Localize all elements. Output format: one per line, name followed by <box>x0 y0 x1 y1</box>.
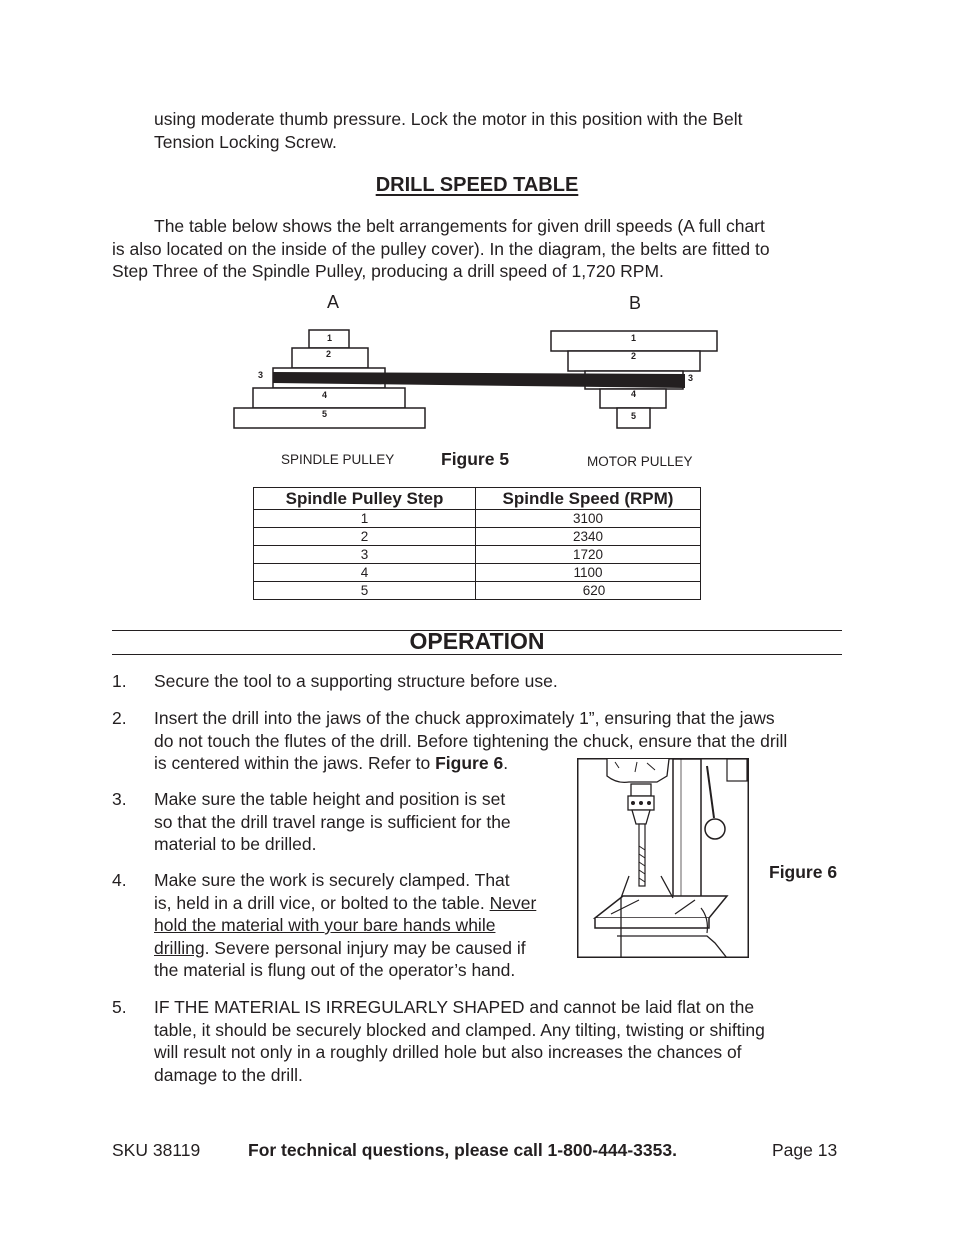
para-line: Step Three of the Spindle Pulley, producing a drill speed of 1,720 RPM. <box>112 261 664 281</box>
item-line: Insert the drill into the jaws of the chuck approximately 1”, ensuring that the jaws <box>154 708 775 728</box>
pulley-diagram-svg <box>225 290 725 475</box>
motor-step-label: 3 <box>688 373 694 383</box>
item-line: so that the drill travel range is sufficient for the <box>154 811 511 832</box>
item-line: table, it should be securely blocked and clamped. Any tilting, twisting or shifting <box>154 1019 765 1040</box>
intro-line: Tension Locking Screw. <box>154 131 337 152</box>
table-cell: 2 <box>254 528 476 546</box>
spindle-step-label: 1 <box>327 333 333 343</box>
item-line: material to be drilled. <box>154 834 317 854</box>
table-row <box>254 582 701 600</box>
item-line: Secure the tool to a supporting structure before use. <box>154 671 558 691</box>
list-number: 2. <box>112 708 127 728</box>
item-line: the material is flung out of the operator’s hand. <box>154 960 516 980</box>
list-number: 1. <box>112 671 127 691</box>
spindle-speed-table <box>253 487 701 600</box>
table-cell: 1 <box>254 510 476 528</box>
list-item <box>154 869 574 982</box>
motor-pulley-caption: MOTOR PULLEY <box>587 454 693 469</box>
drill-head <box>607 759 669 782</box>
motor-step-label: 4 <box>631 389 637 399</box>
warning-underlined: Never <box>489 892 537 913</box>
table-cell: 4 <box>254 564 476 582</box>
spindle-pulley-caption: SPINDLE PULLEY <box>281 452 395 467</box>
list-number: 3. <box>112 789 127 809</box>
drill-column <box>673 759 701 909</box>
label-b: B <box>629 293 642 313</box>
spindle-step-label: 4 <box>322 390 328 400</box>
item-line: drilling. Severe personal injury may be caused if <box>154 937 526 958</box>
table-row <box>254 564 701 582</box>
motor-step-label: 2 <box>631 351 637 361</box>
table-header: Spindle Pulley Step <box>254 488 476 510</box>
drill-speed-title: DRILL SPEED TABLE <box>375 174 579 196</box>
motor-step-label: 5 <box>631 411 637 421</box>
list-item <box>154 996 844 1086</box>
table-cell: 2340 <box>476 528 701 546</box>
item-line: Make sure the table height and position is set <box>154 789 506 809</box>
table-row <box>254 510 701 528</box>
para-line: The table below shows the belt arrangements for given drill speeds (A full chart <box>154 216 765 236</box>
footer-page-number: Page 13 <box>772 1140 838 1160</box>
list-item <box>154 788 564 856</box>
table-cell: 3 <box>254 546 476 564</box>
handle-knob <box>705 819 725 839</box>
item-line: is centered within the jaws. Refer to Figure 6. <box>154 753 509 773</box>
figure-6-caption: Figure 6 <box>769 862 838 882</box>
figure-5-caption: Figure 5 <box>441 449 510 469</box>
spindle-step-label: 5 <box>322 409 328 419</box>
intro-paragraph <box>154 108 834 153</box>
table-header: Spindle Speed (RPM) <box>476 488 701 510</box>
footer-tech-support: For technical questions, please call 1-800-444-3353. <box>248 1140 677 1160</box>
drill-speed-paragraph <box>112 215 834 283</box>
table-cell: 1720 <box>476 546 701 564</box>
item-line: will result not only in a roughly drilled hole but also increases the chances of <box>154 1042 742 1062</box>
list-number: 5. <box>112 997 127 1017</box>
chuck-top <box>631 784 651 796</box>
para-line: is also located on the inside of the pulley cover). In the diagram, the belts are fitted to <box>112 238 770 259</box>
table-header-row <box>254 488 701 510</box>
operation-title: OPERATION <box>409 628 545 654</box>
item-line: Make sure the work is securely clamped. That <box>154 870 510 890</box>
figure-6-drill-press <box>577 758 749 958</box>
list-item <box>154 670 844 693</box>
table-cell: 3100 <box>476 510 701 528</box>
warning-underlined: drilling <box>154 937 205 958</box>
table-cell: 1100 <box>476 564 701 582</box>
spindle-step-5 <box>234 408 425 428</box>
figure-5-pulley-diagram <box>225 290 725 475</box>
label-a: A <box>327 292 340 312</box>
item-line: damage to the drill. <box>154 1064 303 1085</box>
drill-press-svg <box>577 758 749 958</box>
item-line: is, held in a drill vice, or bolted to the table. Never <box>154 892 537 913</box>
spindle-step-4 <box>253 388 405 408</box>
table-cell: 5 <box>254 582 476 600</box>
figure-6-reference: Figure 6 <box>435 753 504 773</box>
footer-sku: SKU 38119 <box>112 1140 201 1160</box>
list-number: 4. <box>112 870 127 890</box>
item-line: do not touch the flutes of the drill. Before tightening the chuck, ensure that the drill <box>154 730 788 751</box>
item-line: hold the material with your bare hands while <box>154 915 496 935</box>
spindle-step-label: 2 <box>326 349 332 359</box>
spindle-step-label: 3 <box>258 370 264 380</box>
table-row <box>254 546 701 564</box>
item-line: IF THE MATERIAL IS IRREGULARLY SHAPED and cannot be laid flat on the <box>154 997 755 1017</box>
intro-line: using moderate thumb pressure. Lock the motor in this position with the Belt <box>154 109 743 129</box>
table-row <box>254 528 701 546</box>
motor-step-label: 1 <box>631 333 637 343</box>
operation-bottom-rule <box>112 654 842 655</box>
table-cell: 620 <box>476 582 701 600</box>
